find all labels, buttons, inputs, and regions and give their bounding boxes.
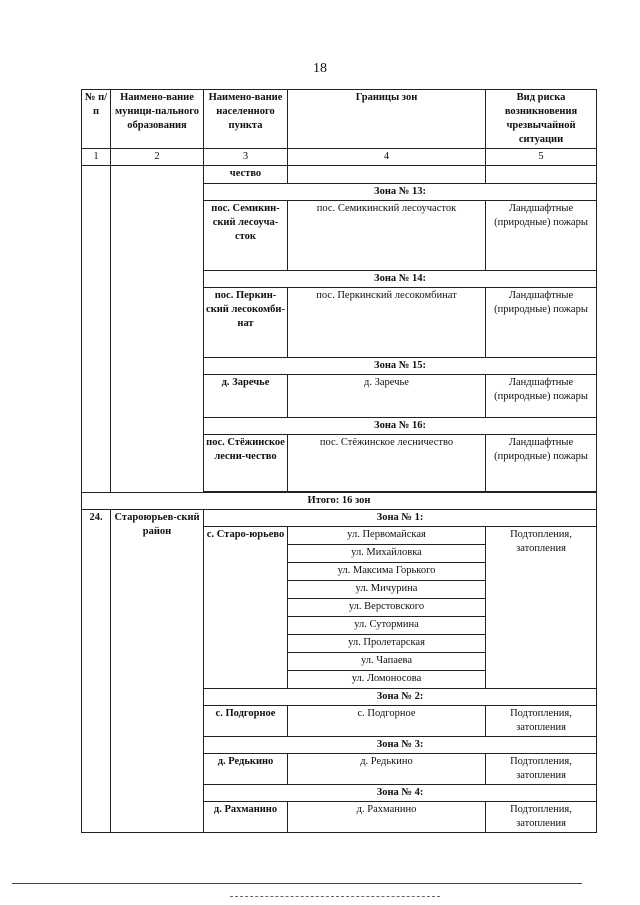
section-num-empty [82,166,111,493]
street-cell: ул. Ломоносова [288,671,486,689]
zone-title: Зона № 3: [204,737,597,754]
continued-border [288,166,486,184]
total-label: Итого: 16 зон [82,493,597,510]
settlement-cell: пос. Перкин-ский лесокомби-нат [204,288,288,358]
border-cell: д. Рахманино [288,802,486,833]
header-num: № п/п [82,90,111,149]
border-cell: пос. Стёжинское лесничество [288,435,486,492]
zone-title: Зона № 16: [204,418,597,435]
header-row [82,90,597,149]
page-bottom-rule [12,883,582,884]
total-row [82,493,597,510]
col-num-2: 2 [111,149,204,166]
zones-table [81,89,597,833]
zone-title: Зона № 4: [204,785,597,802]
street-cell: ул. Михайловка [288,545,486,563]
zone-title: Зона № 2: [204,689,597,706]
border-cell: с. Подгорное [288,706,486,737]
continued-risk [486,166,597,184]
zone-title: Зона № 14: [204,271,597,288]
zone-title: Зона № 13: [204,184,597,201]
section-municipality-empty [111,166,204,493]
risk-cell: Подтопления, затопления [486,706,597,737]
section-24-num: 24. [82,510,111,833]
header-risk: Вид риска возникновения чрезвычайной ситуации [486,90,597,149]
settlement-cell: пос. Стёжинское лесни-чество [204,435,288,492]
border-cell: пос. Перкинский лесокомбинат [288,288,486,358]
header-settlement: Наимено-вание населенного пункта [204,90,288,149]
zone-title: Зона № 15: [204,358,597,375]
settlement-cell: д. Редькино [204,754,288,785]
border-cell: д. Заречье [288,375,486,418]
risk-cell: Подтопления, затопления [486,754,597,785]
section-24-municipality: Староюрьев-ский район [111,510,204,833]
risk-cell: Подтопления, затопления [486,802,597,833]
continued-settlement: чество [204,166,288,184]
header-borders: Границы зон [288,90,486,149]
col-num-3: 3 [204,149,288,166]
street-cell: ул. Максима Горького [288,563,486,581]
settlement-cell: д. Заречье [204,375,288,418]
border-cell: пос. Семикинский лесоучасток [288,201,486,271]
risk-cell: Подтопления, затопления [486,527,597,689]
street-cell: ул. Верстовского [288,599,486,617]
risk-cell: Ландшафтные (природные) пожары [486,435,597,492]
settlement-cell: пос. Семикин-ский лесоуча-сток [204,201,288,271]
column-number-row [82,149,597,166]
border-cell: д. Редькино [288,754,486,785]
settlement-cell: с. Старо-юрьево [204,527,288,689]
continued-row [82,166,597,184]
street-cell: ул. Чапаева [288,653,486,671]
col-num-4: 4 [288,149,486,166]
col-num-5: 5 [486,149,597,166]
page-number: 18 [313,61,327,76]
risk-cell: Ландшафтные (природные) пожары [486,288,597,358]
risk-cell: Ландшафтные (природные) пожары [486,201,597,271]
settlement-cell: д. Рахманино [204,802,288,833]
page-bottom-dashes [230,896,440,897]
header-municipality: Наимено-вание муници-пального образования [111,90,204,149]
street-cell: ул. Пролетарская [288,635,486,653]
street-cell: ул. Сутормина [288,617,486,635]
risk-cell: Ландшафтные (природные) пожары [486,375,597,418]
street-cell: ул. Мичурина [288,581,486,599]
col-num-1: 1 [82,149,111,166]
zone-title: Зона № 1: [204,510,597,527]
street-cell: ул. Первомайская [288,527,486,545]
settlement-cell: с. Подгорное [204,706,288,737]
